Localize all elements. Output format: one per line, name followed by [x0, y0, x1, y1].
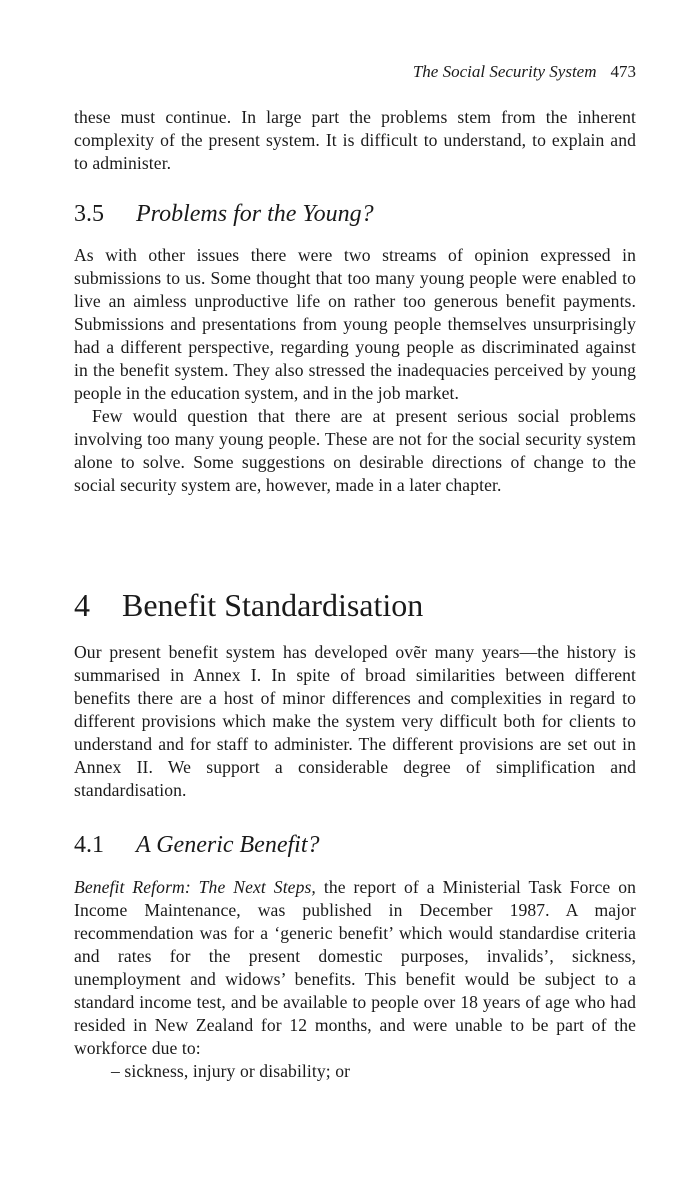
body-paragraph [74, 876, 636, 1060]
chapter-4-heading [74, 586, 636, 624]
running-title: The Social Security System [412, 62, 597, 81]
section-3-5-body [74, 244, 636, 497]
list-item: – sickness, injury or disability; or [111, 1061, 351, 1081]
chapter-title: Benefit Standardisation [122, 587, 424, 623]
paragraph-text: the report of a Ministerial Task Force on Income Maintenance, was published in December 1987. A major recommendation was for a ‘generic benefit’ which would standardise criteria and rates for the present domestic purposes, invalids’, sickness, unemployment and widows’ benefits. This benefit would be subject to a standard income test, and be available to people over 18 years of age who had resided in New Zealand for 12 months, and were unable to be part of the workforce due to: [74, 877, 636, 1058]
section-title: A Generic Benefit? [136, 832, 320, 858]
chapter-4-body [74, 641, 636, 802]
section-title: Problems for the Young? [136, 201, 374, 227]
page-number: 473 [610, 62, 636, 81]
body-paragraph: Our present benefit system has developed ovẽr many years—the history is summarised in Annex I. In spite of broad similarities between different benefits there are a host of minor differences and complexities in regard to different provisions which make the system very difficult both for clients to understand and for staff to administer. The different provisions are set out in Annex II. We support a considerable degree of simplification and standardisation. [74, 642, 636, 800]
section-4-1-heading [74, 830, 636, 860]
running-header [413, 62, 636, 82]
chapter-number: 4 [74, 587, 90, 623]
body-paragraph: Few would question that there are at present serious social problems involving too many young people. These are not for the social security system alone to solve. Some suggestions on desirable directions of change to the social security system are, however, made in a later chapter. [74, 406, 636, 495]
section-3-5-heading [74, 199, 636, 229]
report-title: Benefit Reform: The Next Steps, [74, 877, 316, 897]
section-number: 3.5 [74, 201, 104, 227]
section-number: 4.1 [74, 832, 104, 858]
continuation-paragraph: these must continue. In large part the problems stem from the inherent complexity of the present system. It is difficult to understand, to explain and to administer. [74, 107, 636, 173]
continuation-block [74, 106, 636, 175]
section-4-1-body [74, 876, 636, 1083]
body-paragraph: As with other issues there were two streams of opinion expressed in submissions to us. Some thought that too many young people were enabled to live an aimless unproductive life on rather too generous benefit payments. Submissions and presentations from young people themselves unsurprisingly had a different perspective, regarding young people as discriminated against in the benefit system. They also stressed the inadequacies perceived by young people in the education system, and in the job market. [74, 245, 636, 403]
